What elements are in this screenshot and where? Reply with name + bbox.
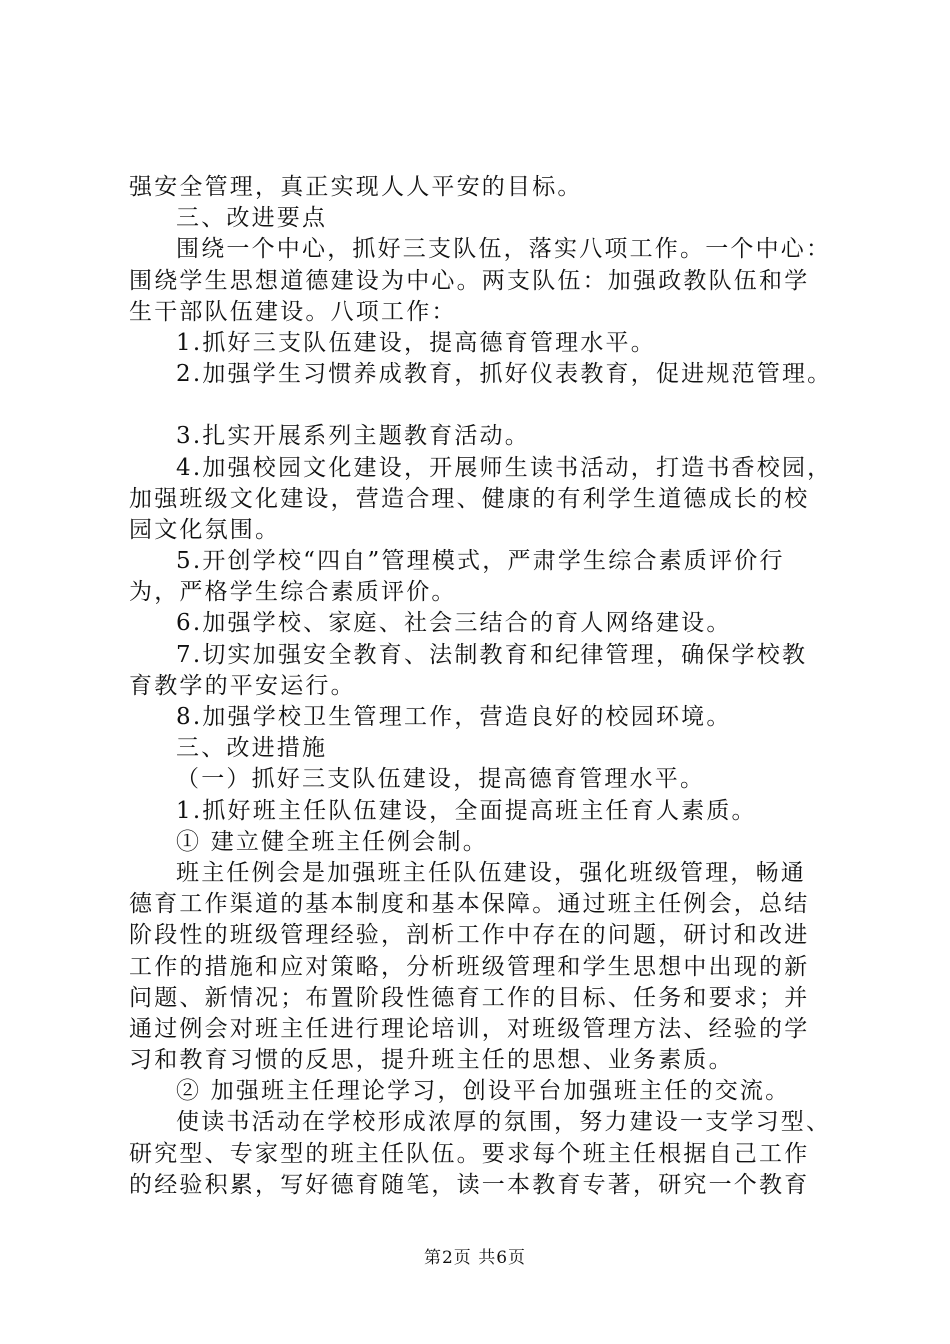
section-heading: 三、改进措施 [176,735,328,762]
text-line: 为，严格学生综合素质评价。 [129,579,457,606]
text-line: 育教学的平安运行。 [129,672,356,699]
page-number-footer: 第2页 共6页 [423,1248,527,1268]
text-line: 阶段性的班级管理经验，剖析工作中存在的问题，研讨和改进 [129,922,810,949]
list-item: 3.扎实开展系列主题教育活动。 [176,423,530,450]
subsection-heading: （一）抓好三支队伍建设，提高德育管理水平。 [176,766,706,793]
text-line: 德育工作渠道的基本制度和基本保障。通过班主任例会，总结 [129,891,810,918]
document-body [129,172,834,1201]
text-line: 强安全管理，真正实现人人平安的目标。 [129,174,583,200]
text-line: 习和教育习惯的反思，提升班主任的思想、业务素质。 [129,1047,734,1074]
list-item: 6.加强学校、家庭、社会三结合的育人网络建设。 [176,610,732,637]
list-item: 8.加强学校卫生管理工作，营造良好的校园环境。 [176,704,732,730]
text-line: 通过例会对班主任进行理论培训，对班级管理方法、经验的学 [129,1015,810,1042]
text-line: 园文化氛围。 [129,516,281,543]
section-heading: 三、改进要点 [176,205,328,232]
list-item: 2.加强学生习惯养成教育，抓好仪表教育，促进规范管理。 [176,361,833,388]
text-line: 研究型、专家型的班主任队伍。要求每个班主任根据自己工作 [129,1140,810,1167]
text-line: 围绕学生思想道德建设为中心。两支队伍：加强政教队伍和学 [129,267,810,294]
list-item: 5.开创学校“四自”管理模式，严肃学生综合素质评价行 [176,548,785,575]
paragraph-start: 班主任例会是加强班主任队伍建设，强化班级管理，畅通 [176,859,806,886]
text-line: 围绕一个中心，抓好三支队伍，落实八项工作。一个中心： [176,236,832,263]
list-item: ② 加强班主任理论学习，创设平台加强班主任的交流。 [176,1078,791,1105]
text-line: 的经验积累，写好德育随笔，读一本教育专著，研究一个教育 [129,1171,810,1198]
text-line: 工作的措施和应对策略，分析班级管理和学生思想中出现的新 [129,953,810,980]
list-item: 1.抓好班主任队伍建设，全面提高班主任育人素质。 [176,797,757,824]
text-line: 问题、新情况；布置阶段性德育工作的目标、任务和要求；并 [129,984,810,1011]
list-item: 7.切实加强安全教育、法制教育和纪律管理，确保学校教 [176,641,808,668]
list-item: 4.加强校园文化建设，开展师生读书活动，打造书香校园， [176,454,833,481]
list-item: ① 建立健全班主任例会制。 [176,828,488,855]
text-line: 生干部队伍建设。八项工作： [129,298,457,325]
paragraph-start: 使读书活动在学校形成浓厚的氛围，努力建设一支学习型、 [176,1109,832,1136]
text-line: 加强班级文化建设，营造合理、健康的有利学生道德成长的校 [129,485,810,512]
list-item: 1.抓好三支队伍建设，提高德育管理水平。 [176,329,656,356]
